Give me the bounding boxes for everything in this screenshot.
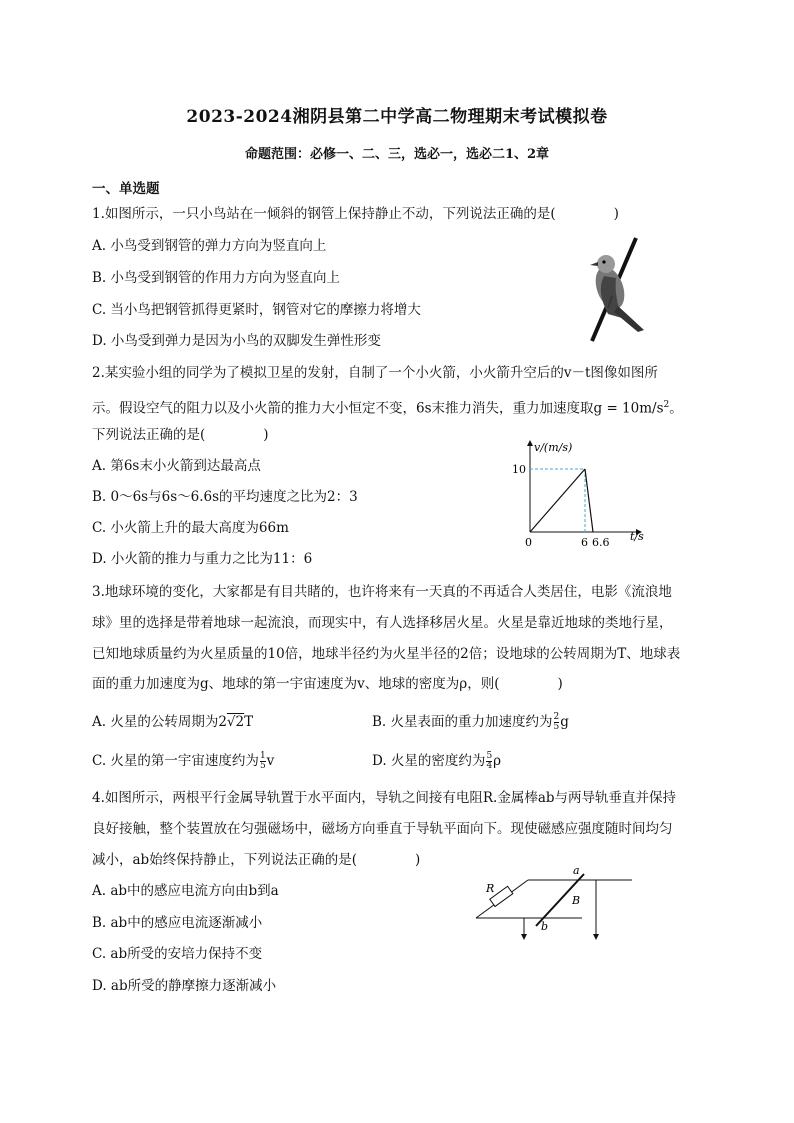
- q3-option-d: D. 火星的密度约为 $\frac{5}{4}$ ρ: [372, 751, 502, 771]
- q4-option-d: D. ab所受的静摩擦力逐渐减小: [92, 978, 277, 994]
- q2-option-b: B. 0～6s与6s～6.6s的平均速度之比为2：3: [92, 489, 358, 505]
- q4-stem-line3: 减小，ab始终保持静止，下列说法正确的是( ): [92, 852, 421, 868]
- label-a: a: [573, 864, 580, 877]
- q1-option-a: A. 小鸟受到钢管的弹力方向为竖直向上: [92, 238, 327, 254]
- q4-option-a: A. ab中的感应电流方向由b到a: [92, 883, 279, 899]
- q3-option-b: B. 火星表面的重力加速度约为 $\frac{2}{5}$ g: [372, 712, 569, 732]
- label-b: b: [541, 920, 549, 933]
- q3-stem-line2: 球》里的选择是带着地球一起流浪，而现实中，有人选择移居火星。火星是靠近地球的类地行星，: [92, 615, 673, 631]
- q2-stem-line3: 下列说法正确的是( ): [92, 427, 269, 443]
- q2-stem-line2: 示。假设空气的阻力以及小火箭的推力大小恒定不变，6s末推力消失，重力加速度取$g = 10m/s^2$。: [92, 400, 683, 417]
- exam-title: 2023-2024湘阴县第二中学高二物理期末考试模拟卷: [186, 107, 608, 127]
- label-R: R: [486, 882, 495, 895]
- q4-option-c: C. ab所受的安培力保持不变: [92, 946, 263, 962]
- vt-graph: [508, 436, 658, 552]
- q1-option-d: D. 小鸟受到弹力是因为小鸟的双脚发生弹性形变: [92, 333, 381, 349]
- graph-y-tick-10: 10: [512, 463, 526, 476]
- q1-option-b: B. 小鸟受到钢管的作用力方向为竖直向上: [92, 270, 341, 286]
- graph-x-tick-6-6: 6.6: [592, 536, 610, 549]
- q2-stem-line1: 2.某实验小组的同学为了模拟卫星的发射，自制了一个小火箭，小火箭升空后的v－t图像如图所: [92, 365, 658, 381]
- q2-option-c: C. 小火箭上升的最大高度为66m: [92, 520, 289, 536]
- graph-xlabel: t/s: [630, 530, 644, 543]
- graph-ylabel: v/(m/s): [534, 441, 573, 454]
- exam-scope: 命题范围：必修一、二、三，选必一，选必二1、2章: [244, 147, 550, 162]
- label-B: B: [572, 894, 581, 907]
- q3-option-c: C. 火星的第一宇宙速度约为 $\frac{1}{5}$ v: [92, 751, 275, 771]
- q3-stem-line1: 3.地球环境的变化，大家都是有目共睹的，也许将来有一天真的不再适合人类居住，电影《流浪地: [92, 584, 672, 600]
- q4-stem-line1: 4.如图所示，两根平行金属导轨置于水平面内，导轨之间接有电阻R.金属棒ab与两导轨垂直并保持: [92, 790, 677, 806]
- q4-stem-line2: 良好接触，整个装置放在匀强磁场中，磁场方向垂直于导轨平面向下。现使磁感应强度随时间均匀: [92, 821, 673, 837]
- section-heading: 一、单选题: [92, 181, 160, 197]
- q2-option-a: A. 第6s末小火箭到达最高点: [92, 458, 261, 474]
- q1-stem: 1.如图所示，一只小鸟站在一倾斜的钢管上保持静止不动，下列说法正确的是( ): [92, 206, 619, 222]
- q3-option-a: A. 火星的公转周期为2√2T: [92, 714, 254, 730]
- bird-on-pipe-image: [578, 236, 658, 344]
- q3-stem-line4: 面的重力加速度为g、地球的第一宇宙速度为v、地球的密度为ρ，则( ): [92, 676, 563, 692]
- q2-option-d: D. 小火箭的推力与重力之比为11：6: [92, 551, 313, 567]
- graph-origin: 0: [525, 536, 532, 549]
- graph-x-tick-6: 6: [581, 536, 588, 549]
- q3-stem-line3: 已知地球质量约为火星质量的10倍，地球半径约为火星半径的2倍；设地球的公转周期为T、地球表: [92, 646, 681, 662]
- q1-option-c: C. 当小鸟把钢管抓得更紧时，钢管对它的摩擦力将增大: [92, 302, 421, 318]
- q4-option-b: B. ab中的感应电流逐渐减小: [92, 915, 263, 931]
- rail-circuit-diagram: [472, 862, 638, 944]
